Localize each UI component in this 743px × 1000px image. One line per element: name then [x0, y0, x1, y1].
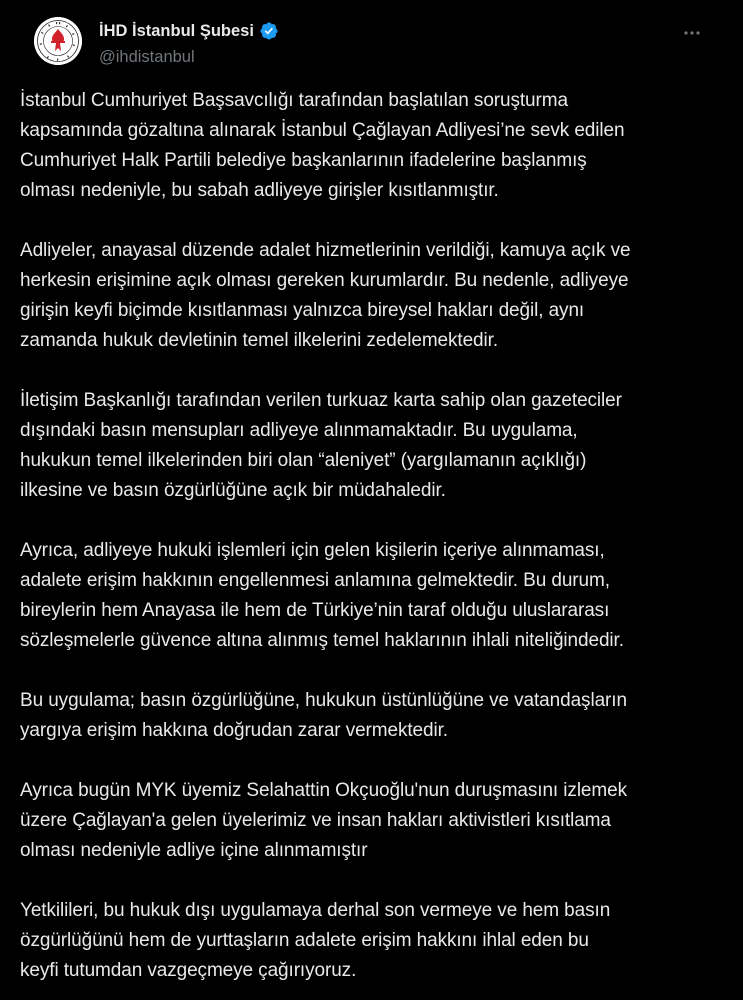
tweet-paragraph: İletişim Başkanlığı tarafından verilen turkuaz karta sahip olan gazeteciler dışındaki basın mensupları adliyeye alınmamaktadır. Bu uygulama, hukukun temel ilkelerinden biri olan “aleniyet” (yargılamanın açıklığı) ilkesine ve basın özgürlüğüne açık bir müdahaledir.: [20, 390, 622, 501]
tweet-text: [20, 86, 732, 1000]
tweet-paragraph: Bu uygulama; basın özgürlüğüne, hukukun üstünlüğüne ve vatandaşların yargıya erişim hakkına doğrudan zarar vermektedir.: [20, 690, 627, 741]
author-handle[interactable]: @ihdistanbul: [99, 48, 195, 66]
author-display-name[interactable]: İHD İstanbul Şubesi: [99, 22, 254, 40]
tweet-paragraph: Ayrıca, adliyeye hukuki işlemleri için gelen kişilerin içeriye alınmaması, adalete erişim hakkının engellenmesi anlamına gelmektedir. Bu durum, bireylerin hem Anayasa ile hem de Türkiye’nin taraf olduğu uluslararası sözleşmelerle güvence altına alınmış temel haklarının ihlali niteliğindedir.: [20, 540, 624, 651]
avatar[interactable]: [34, 17, 82, 65]
author-name-row[interactable]: [99, 20, 279, 42]
tweet-header: [20, 0, 723, 86]
tweet-paragraph: Ayrıca bugün MYK üyemiz Selahattin Okçuoğlu'nun duruşmasını izlemek üzere Çağlayan'a gelen üyelerimiz ve insan hakları aktivistleri kısıtlama olması nedeniyle adliye içine alınmamıştır: [20, 780, 627, 861]
tweet-paragraph: Adliyeler, anayasal düzende adalet hizmetlerinin verildiği, kamuya açık ve herkesin erişimine açık olması gereken kurumlardır. Bu nedenle, adliyeye girişin keyfi biçimde kısıtlanması yalnızca bireysel hakları değil, aynı zamanda hukuk devletinin temel ilkelerini zedelemektedir.: [20, 240, 631, 351]
tweet-paragraph: İstanbul Cumhuriyet Başsavcılığı tarafından başlatılan soruşturma kapsamında gözaltına alınarak İstanbul Çağlayan Adliyesi’ne sevk edilen Cumhuriyet Halk Partili belediye başkanlarının ifadelerine başlanmış olması nedeniyle, bu sabah adliyeye girişler kısıtlanmıştır.: [20, 90, 625, 201]
verified-badge-icon: [259, 21, 279, 41]
ihd-logo-icon: [34, 17, 82, 65]
more-horizontal-icon: [682, 23, 702, 43]
tweet-paragraph: Yetkilileri, bu hukuk dışı uygulamaya derhal son vermeye ve hem basın özgürlüğünü hem de yurttaşların adalete erişim hakkını ihlal eden bu keyfi tutumdan vazgeçmeye çağırıyoruz.: [20, 900, 611, 981]
more-options-button[interactable]: [675, 16, 709, 50]
